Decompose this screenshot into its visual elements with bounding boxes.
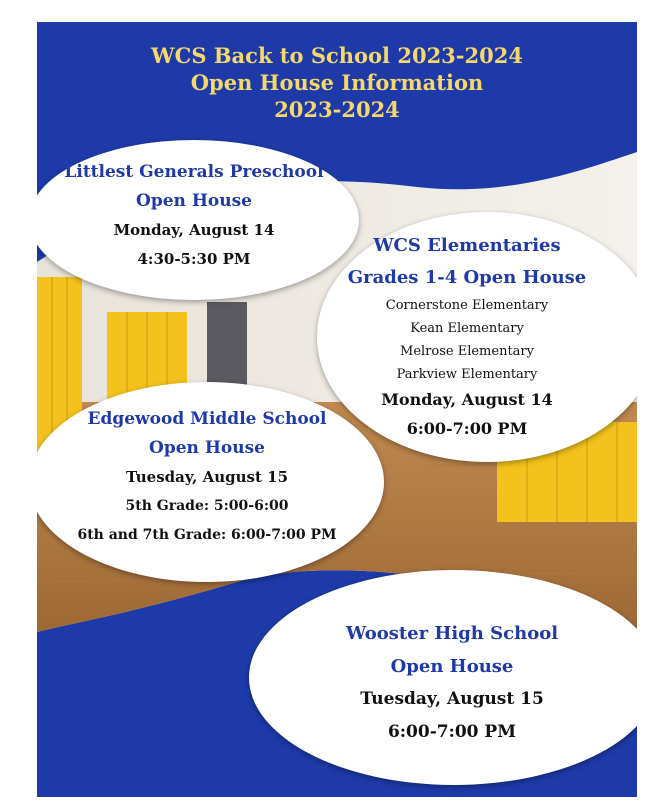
- elementary-school-4: Parkview Elementary: [396, 367, 538, 382]
- middle-school-date: Tuesday, August 15: [125, 468, 289, 486]
- preschool-date: Monday, August 14: [113, 221, 275, 239]
- preschool-time: 4:30-5:30 PM: [137, 250, 251, 268]
- high-school-name: Wooster High School: [345, 623, 559, 644]
- elementary-event: Grades 1-4 Open House: [347, 267, 587, 288]
- title-line-3: 2023-2024: [274, 97, 400, 122]
- middle-school-name: Edgewood Middle School: [87, 409, 327, 429]
- middle-school-grade67: 6th and 7th Grade: 6:00-7:00 PM: [77, 527, 337, 543]
- preschool-info: [37, 158, 359, 274]
- title-line-1: WCS Back to School 2023-2024: [151, 43, 523, 68]
- title-line-2: Open House Information: [190, 70, 484, 95]
- preschool-event: Open House: [136, 191, 252, 211]
- flyer: [37, 22, 637, 797]
- preschool-name: Littlest Generals Preschool: [64, 162, 324, 182]
- elementary-school-3: Melrose Elementary: [400, 344, 534, 359]
- elementary-time: 6:00-7:00 PM: [406, 419, 528, 438]
- high-school-date: Tuesday, August 15: [360, 689, 544, 709]
- elementary-school-2: Kean Elementary: [410, 321, 524, 336]
- middle-school-event: Open House: [149, 438, 265, 458]
- middle-school-info: [37, 405, 377, 550]
- high-school-event: Open House: [390, 656, 514, 677]
- flyer-title: [37, 42, 637, 123]
- elementary-date: Monday, August 14: [381, 390, 553, 409]
- elementary-school-1: Cornerstone Elementary: [385, 298, 549, 313]
- high-school-info: [277, 617, 627, 749]
- elementary-name: WCS Elementaries: [373, 235, 561, 256]
- middle-school-grade5: 5th Grade: 5:00-6:00: [125, 498, 289, 514]
- high-school-time: 6:00-7:00 PM: [387, 722, 517, 742]
